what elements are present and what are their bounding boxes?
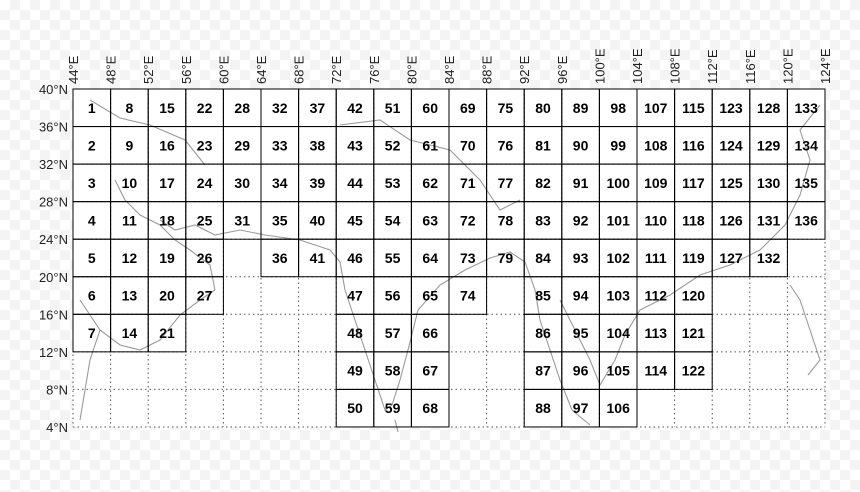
grid-cell-number: 125 [719,174,743,191]
grid-cell-number: 46 [347,249,363,266]
longitude-label: 104°E [630,48,645,84]
grid-cell-number: 68 [422,400,438,417]
grid-cell-number: 36 [272,249,288,266]
grid-cell-number: 25 [196,212,213,229]
grid-cell-number: 126 [719,212,743,229]
longitude-label: 76°E [366,55,382,84]
grid-cell-number: 55 [384,249,401,266]
grid-cell-number: 20 [159,287,175,304]
grid-cell-number: 43 [347,137,363,154]
longitude-label: 100°E [592,48,608,84]
grid-cell-number: 73 [460,249,476,266]
grid-cell-number: 35 [272,212,288,229]
grid-cell-number: 33 [272,137,288,154]
longitude-label: 60°E [216,55,232,84]
grid-cell-number: 82 [535,174,551,191]
grid-cell-number: 29 [234,137,250,154]
latitude-label: 36°N [38,119,68,135]
grid-cell-number: 49 [347,362,363,379]
grid-cell-number: 22 [196,99,213,116]
grid-cell-number: 103 [606,287,630,304]
longitude-label: 48°E [103,55,119,84]
grid-cell-number: 80 [535,99,551,116]
grid-cell-number: 45 [347,212,363,229]
grid-cell-number: 42 [347,99,363,116]
grid-cell-number: 127 [719,249,743,266]
grid-cell-number: 66 [422,325,438,342]
grid-cell-number: 19 [159,249,175,266]
grid-cell-number: 105 [606,362,630,379]
grid-cell-number: 122 [681,362,706,379]
latitude-label: 12°N [38,344,68,360]
grid-cell-number: 107 [644,99,668,116]
longitude-label: 72°E [329,55,345,84]
grid-cell-number: 40 [309,212,326,229]
grid-cell-number: 38 [309,137,326,154]
grid-cell-number: 28 [234,99,250,116]
grid-cell-number: 26 [196,249,213,266]
grid-cell-number: 57 [384,325,401,342]
grid-cell-number: 6 [87,287,96,304]
grid-cell-number: 112 [644,287,668,304]
grid-cell-number: 74 [460,287,476,304]
grid-cell-number: 133 [794,99,818,116]
grid-cell-number: 5 [87,249,96,266]
grid-cell-number: 27 [196,287,213,304]
grid-cell-number: 109 [644,174,668,191]
grid-cell-number: 113 [644,325,668,342]
latitude-label: 32°N [38,157,68,173]
grid-cell-number: 31 [234,212,250,229]
grid-cell-number: 1 [87,99,96,116]
grid-cell-number: 94 [572,287,589,304]
grid-cell-number: 77 [497,174,514,191]
grid-cell-number: 90 [572,137,589,154]
grid-cell-number: 32 [272,99,288,116]
latitude-axis [39,82,68,435]
grid-cell-number: 128 [756,99,781,116]
grid-cell-number: 108 [644,137,668,154]
grid-cell-number: 121 [681,325,706,342]
grid-cell-number: 120 [681,287,706,304]
longitude-label: 120°E [780,48,796,84]
grid-cell-number: 81 [535,137,551,154]
grid-cell-number: 118 [682,212,705,229]
grid-cell-number: 39 [309,174,326,191]
grid-cell-number: 17 [159,174,175,191]
grid-cell-number: 15 [159,99,175,116]
grid-cell-number: 37 [309,99,326,116]
longitude-label: 64°E [254,55,269,84]
latitude-label: 28°N [38,194,68,210]
grid-cell-number: 135 [794,174,818,191]
grid-cell-number: 86 [535,325,551,342]
longitude-label: 96°E [554,55,570,84]
grid-cell-number: 88 [535,400,551,417]
latitude-label: 16°N [38,307,68,323]
longitude-label: 108°E [667,48,683,84]
grid-cell-number: 89 [572,99,589,116]
grid-cell-number: 130 [756,174,781,191]
grid-cell-number: 47 [347,287,363,304]
grid-cell-number: 12 [121,249,138,266]
grid-cell-number: 11 [121,212,137,229]
grid-cell-number: 71 [460,174,476,191]
latitude-label: 24°N [38,232,68,248]
grid-cell-number: 34 [272,174,288,191]
grid-cell-number: 136 [794,212,818,229]
grid-cell-number: 84 [535,249,551,266]
grid-cell-number: 65 [422,287,438,304]
grid-cell-number: 18 [159,212,175,229]
grid-cell-number: 123 [719,99,743,116]
grid-cell-number: 7 [87,325,96,342]
longitude-label: 124°E [818,48,833,84]
longitude-label: 68°E [291,55,307,84]
grid-cell-number: 99 [610,137,626,154]
grid-cell-number: 14 [121,325,138,342]
grid-cell-number: 97 [572,400,589,417]
grid-cell-number: 72 [460,212,476,229]
grid-cell-number: 4 [87,212,96,229]
longitude-label: 84°E [442,55,457,84]
latitude-label: 20°N [38,269,68,285]
grid-cell-number: 117 [682,174,705,191]
grid-cell-number: 93 [572,249,589,266]
grid-cell-number: 134 [794,137,818,154]
grid-cell-number: 30 [234,174,250,191]
grid-cell-number: 50 [347,400,363,417]
longitude-axis [66,48,833,84]
grid-cell-number: 3 [87,174,96,191]
grid-cell-number: 62 [422,174,438,191]
latitude-label: 8°N [46,382,68,398]
grid-cell-number: 56 [384,287,401,304]
grid-cell-number: 102 [606,249,630,266]
grid-cell-number: 2 [87,137,96,154]
grid-cell-number: 58 [384,362,401,379]
grid-cell-number: 116 [682,137,705,154]
grid-cell-number: 129 [756,137,781,154]
latitude-label: 40°N [38,82,68,97]
grid-cell-number: 92 [572,212,589,229]
longitude-label: 44°E [66,55,81,84]
longitude-label: 92°E [517,55,533,84]
longitude-label: 80°E [404,55,420,84]
grid-cell-number: 70 [460,137,476,154]
grid-cell-number: 16 [159,137,175,154]
grid-cell-number: 24 [196,174,213,191]
latitude-label: 4°N [46,419,68,435]
grid-cell-number: 59 [384,400,401,417]
grid-cell-number: 119 [682,249,705,266]
grid-cell-number: 100 [606,174,630,191]
grid-cell-number: 13 [121,287,138,304]
grid-cell-number: 91 [572,174,589,191]
longitude-label: 52°E [141,55,157,84]
grid-cell-number: 76 [497,137,514,154]
grid-cell-number: 104 [606,325,630,342]
grid-cell-number: 75 [497,99,514,116]
grid-cell-number: 132 [756,249,781,266]
longitude-label: 88°E [479,55,495,84]
grid-cell-number: 101 [606,212,630,229]
grid-cell-number: 61 [422,137,438,154]
longitude-label: 116°E [742,49,758,84]
grid-cell-number: 111 [644,249,667,266]
grid-cell-number: 10 [121,174,138,191]
grid-cell-number: 79 [497,249,514,266]
grid-cell-number: 78 [497,212,514,229]
grid-cell-number: 98 [610,99,626,116]
grid-cell-number: 60 [422,99,438,116]
grid-cell-number: 131 [756,212,781,229]
grid-cell-number: 83 [535,212,551,229]
grid-cell-number: 106 [606,400,630,417]
grid-cell-number: 9 [125,137,134,154]
grid-cell-number: 115 [682,99,705,116]
grid-cell-number: 44 [347,174,363,191]
grid-cell-number: 96 [572,362,589,379]
grid-cell-number: 114 [644,362,668,379]
grid-cell-number: 23 [196,137,213,154]
grid-cell-number: 21 [159,325,175,342]
grid-cell-number: 48 [347,325,363,342]
grid-cell-number: 124 [719,137,743,154]
grid-cell-number: 63 [422,212,438,229]
grid-cell-number: 95 [572,325,589,342]
grid-cell-number: 87 [535,362,551,379]
grid-cell-number: 8 [125,99,134,116]
grid-cell-number: 54 [384,212,401,229]
grid-cell-number: 41 [309,249,326,266]
grid-cell-number: 69 [460,99,476,116]
grid-cell-number: 110 [644,212,668,229]
grid-cell-number: 53 [384,174,401,191]
grid-cell-number: 64 [422,249,438,266]
grid-cell-number: 52 [384,137,401,154]
grid-cell-number: 51 [384,99,401,116]
longitude-label: 112°E [705,49,721,84]
longitude-label: 56°E [178,55,194,84]
grid-cell-number: 67 [422,362,438,379]
grid-cell-number: 85 [535,287,551,304]
